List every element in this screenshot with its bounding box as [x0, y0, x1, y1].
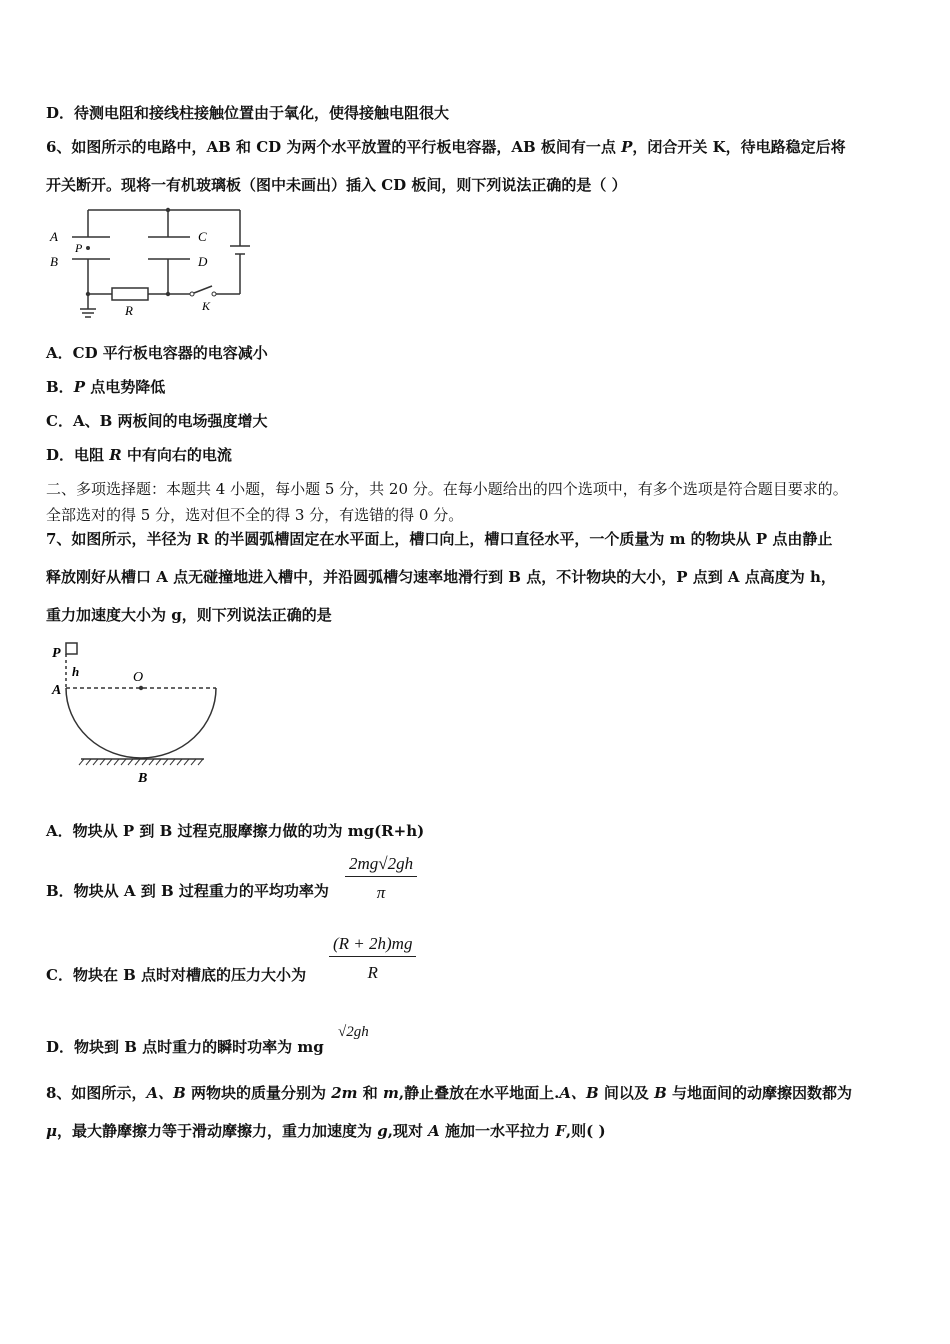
- q6-stem-text-b: ，闭合开关 K，待电路稳定后将: [632, 138, 846, 156]
- q6-option-d: [46, 444, 232, 465]
- q7-label-h: h: [72, 664, 80, 679]
- q7-label-a: A: [52, 683, 62, 698]
- q8-var-2m: 2m: [331, 1084, 358, 1102]
- q7-option-c-numerator: (R + 2h)mg: [329, 934, 416, 957]
- q6-option-b-var: P: [73, 378, 85, 396]
- q7-stem-line1: 7、如图所示，半径为 R 的半圆弧槽固定在水平面上，槽口向上，槽口直径水平，一个质量为 m 的物块从 P 点由静止: [46, 530, 833, 548]
- q6-option-b-prefix: B．: [46, 378, 74, 396]
- q6-option-d-var: R: [109, 446, 122, 464]
- q8-var-g: g: [377, 1122, 388, 1140]
- q8-var-m: m: [383, 1084, 399, 1102]
- q8-stem-line2: [46, 1120, 606, 1141]
- q6-option-c: C．A、B 两板间的电场强度增大: [46, 412, 268, 430]
- q6-stem-line2: 开关断开。现将一有机玻璃板（图中未画出）插入 CD 板间，则下列说法正确的是（ ）: [46, 176, 627, 194]
- q7-label-b: B: [138, 771, 148, 786]
- q8-text-7: ，最大静摩擦力等于滑动摩擦力，重力加速度为: [56, 1122, 378, 1140]
- q8-stem-line1: [46, 1082, 852, 1103]
- q7-semicircle-diagram: [46, 634, 236, 794]
- q8-var-mu: μ: [46, 1122, 57, 1140]
- q8-text-2: 两物块的质量分别为: [185, 1084, 332, 1102]
- q8-text-4: ,静止叠放在水平地面上.: [398, 1084, 560, 1102]
- q7-option-d: D．物块到 B 点时重力的瞬时功率为 mg: [46, 1038, 324, 1056]
- q6-option-b: [46, 376, 165, 397]
- q6-label-a: A: [50, 229, 58, 244]
- q7-option-b-numerator: 2mg√2gh: [345, 854, 417, 877]
- q7-option-c: C．物块在 B 点时对槽底的压力大小为: [46, 966, 307, 984]
- q6-option-d-prefix: D．电阻: [46, 446, 110, 464]
- q7-option-b: B．物块从 A 到 B 过程重力的平均功率为: [46, 882, 329, 900]
- q6-option-b-rest: 点电势降低: [84, 378, 166, 396]
- q8-text-8: ,现对: [387, 1122, 429, 1140]
- q6-option-a: A．CD 平行板电容器的电容减小: [46, 344, 268, 362]
- q7-option-b-fraction: [345, 854, 417, 903]
- q6-stem-text-a: 6、如图所示的电路中，AB 和 CD 为两个水平放置的平行板电容器，AB 板间有一点: [46, 138, 622, 156]
- q6-label-d: D: [198, 254, 208, 269]
- q8-var-b: B: [654, 1084, 667, 1102]
- q7-option-d-expr: √2gh: [338, 1024, 369, 1040]
- q6-label-p: P: [75, 241, 83, 255]
- q6-label-b: B: [50, 254, 58, 269]
- q6-label-k: K: [202, 299, 211, 313]
- q8-text-1: 8、如图所示，: [46, 1084, 147, 1102]
- section2-line1: 二、多项选择题：本题共 4 小题，每小题 5 分，共 20 分。在每小题给出的四个选项中，有多个选项是符合题目要求的。: [46, 480, 848, 498]
- q6-circuit-diagram: [44, 200, 264, 330]
- q6-stem-var-p: P: [621, 138, 633, 156]
- q7-option-c-denominator: R: [367, 963, 378, 982]
- q8-text-9: 施加一水平拉力: [439, 1122, 556, 1140]
- q6-label-r: R: [125, 303, 133, 318]
- q8-var-f: F: [555, 1122, 566, 1140]
- q8-var-a: A: [428, 1122, 440, 1140]
- q8-text-10: ,则( ): [565, 1122, 606, 1140]
- q5-option-d: D．待测电阻和接线柱接触位置由于氧化，使得接触电阻很大: [46, 104, 450, 122]
- q8-text-3: 和: [357, 1084, 383, 1102]
- q7-label-p: P: [52, 646, 61, 661]
- q7-label-o: O: [133, 670, 144, 685]
- q8-text-5: 间以及: [598, 1084, 655, 1102]
- q7-stem-line3: 重力加速度大小为 g，则下列说法正确的是: [46, 606, 332, 624]
- q7-option-c-fraction: [329, 934, 416, 983]
- q7-stem-line2: 释放刚好从槽口 A 点无碰撞地进入槽中，并沿圆弧槽匀速率地滑行到 B 点，不计物块的大小，P 点到 A 点高度为 h，: [46, 568, 836, 586]
- section2-line2: 全部选对的得 5 分，选对但不全的得 3 分，有选错的得 0 分。: [46, 506, 464, 524]
- q6-label-c: C: [198, 229, 207, 244]
- q7-option-b-denominator: π: [376, 883, 386, 902]
- q6-stem-line1: [46, 136, 846, 157]
- q8-var-ab: A、B: [146, 1084, 186, 1102]
- q7-option-a: A．物块从 P 到 B 过程克服摩擦力做的功为 mg(R+h): [46, 822, 425, 840]
- q8-var-ab-2: A、B: [559, 1084, 599, 1102]
- q6-option-d-rest: 中有向右的电流: [121, 446, 232, 464]
- q8-text-6: 与地面间的动摩擦因数都为: [666, 1084, 853, 1102]
